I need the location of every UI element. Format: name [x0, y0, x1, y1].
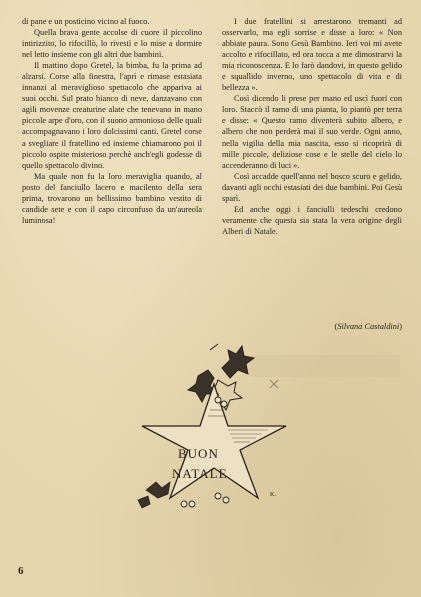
- cross-mark-icon: [270, 380, 278, 388]
- greeting-line2: NATALE: [172, 466, 228, 481]
- paragraph: Il mattino dopo Gretel, la bimba, fu la prima ad alzarsi. Corse alla finestra, l'aprì e rimase estasiata innanzi al meraviglioso spettacolo che appariva ai suoi occhi. Sul prato bianco di neve, danzavano con agili movenze creaturine alate che tenevano in mano piccole arpe d'oro, con il suono armonioso delle quali accompagnavano i loro dolcissimi canti. Gretel corse a svegliare il fratellino ed insieme chiamarono poi il piccolo ospite misterioso perchè anch'egli godesse di quello spettacolo divino.: [22, 61, 202, 170]
- page-number: 6: [18, 565, 24, 577]
- paragraph: Così accadde quell'anno nel bosco scuro e gelido, davanti agli occhi estasiati dei due bambini. Poi Gesù sparì.: [222, 171, 402, 203]
- paragraph: di pane e un posticino vicino al fuoco.: [22, 17, 150, 26]
- paragraph: I due fratellini si arrestarono tremanti ad osservarlo, ma egli sorrise e disse a loro: « Non abbiate paura. Sono Gesù Bambino. Ieri voi mi avete accolto e rifocillato, ed ora tocca a me dimostrarvi la mia riconoscenza. E lo farò dandovi, in questo gelido e squallido inverno, uno spettacolo di vita e di bellezza ».: [222, 17, 402, 93]
- author-name: Silvana Castaldini: [337, 322, 400, 331]
- paragraph: Quella brava gente accolse di cuore il piccolino intirizzito, lo rifocillò, lo rivestì e lo mise a dormire nel letto insieme con gli altri due bambini.: [22, 28, 202, 60]
- author-signature: (Silvana Castaldini): [334, 322, 402, 331]
- right-column: [222, 16, 402, 237]
- left-column: [22, 16, 202, 226]
- artist-initial: K.: [270, 492, 276, 498]
- star-holly-illustration: [118, 340, 298, 520]
- paragraph: Così dicendo li prese per mano ed uscì fuori con loro. Staccò il ramo di una pianta, lo piantò per terra e disse: « Questo ramo diventerà subito albero, e albero che non perderà mai il suo verde. Ogni anno, nella vigilia della mia nascita, esso si ricoprirà di mille piccole, deliziose cose e le stelle del cielo lo accenderanno di luci ».: [222, 94, 402, 170]
- paragraph: Ed anche oggi i fanciulli tedeschi credono veramente che questa sia stata la vera origine degli Alberi di Natale.: [222, 204, 402, 236]
- greeting-line1: BUON: [178, 446, 219, 461]
- paragraph: Ma quale non fu la loro meraviglia quando, al posto del fanciullo lacero e macilento della sera prima, trovarono un bellissimo bambino vestito di candide sete e con il capo circonfuso da un'aureola luminosa!: [22, 171, 202, 225]
- holly-leaves-bottom-icon: [138, 482, 170, 508]
